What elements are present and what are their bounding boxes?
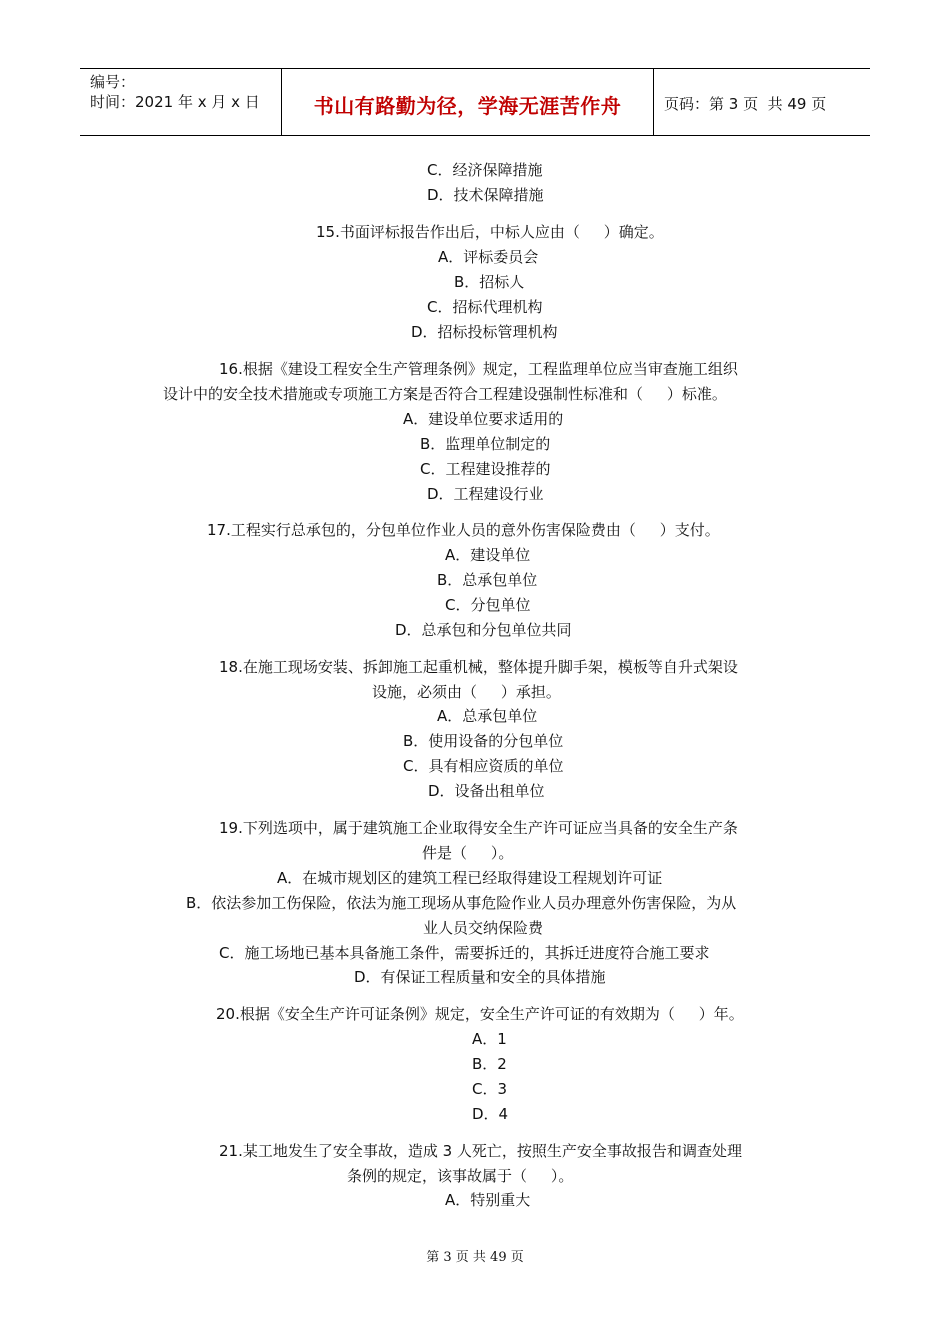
text-line: D．技术保障措施 <box>427 186 544 204</box>
document-number-label: 编号： <box>90 73 136 91</box>
text-line: D．工程建设行业 <box>427 485 544 503</box>
header-meta-cell <box>80 69 282 135</box>
text-line: 18.在施工现场安装、拆卸施工起重机械，整体提升脚手架，模板等自升式架设 <box>219 658 738 676</box>
text-line: C．工程建设推荐的 <box>420 460 551 478</box>
text-line: A．建设单位要求适用的 <box>403 410 564 428</box>
header-page-info: 页码：第 3 页 共 49 页 <box>664 94 827 113</box>
text-line: A．在城市规划区的建筑工程已经取得建设工程规划许可证 <box>277 869 663 887</box>
text-line: A．1 <box>472 1030 507 1048</box>
text-line: 19.下列选项中，属于建筑施工企业取得安全生产许可证应当具备的安全生产条 <box>219 819 738 837</box>
text-line: 业人员交纳保险费 <box>423 919 544 937</box>
text-line: 16.根据《建设工程安全生产管理条例》规定，工程监理单位应当审查施工组织 <box>219 360 738 378</box>
text-line: B．监理单位制定的 <box>420 435 551 453</box>
page-header-table <box>80 68 870 136</box>
text-line: 条例的规定，该事故属于（ ）。 <box>347 1167 574 1185</box>
page-footer: 第 3 页 共 49 页 <box>426 1250 524 1265</box>
text-line: D．有保证工程质量和安全的具体措施 <box>354 968 606 986</box>
text-line: 21.某工地发生了安全事故，造成 3 人死亡，按照生产安全事故报告和调查处理 <box>219 1142 742 1160</box>
text-line: 17.工程实行总承包的，分包单位作业人员的意外伤害保险费由（ ）支付。 <box>207 521 720 539</box>
header-motto: 书山有路勤为径，学海无涯苦作舟 <box>282 69 654 135</box>
text-line: A．建设单位 <box>445 546 531 564</box>
text-line: 15.书面评标报告作出后，中标人应由（ ）确定。 <box>316 223 664 241</box>
text-line: 件是（ ）。 <box>422 844 514 862</box>
text-line: C．招标代理机构 <box>427 298 543 316</box>
text-line: 20.根据《安全生产许可证条例》规定，安全生产许可证的有效期为（ ）年。 <box>216 1005 744 1023</box>
text-line: D．4 <box>472 1105 509 1123</box>
text-line: B．2 <box>472 1055 507 1073</box>
text-line: A．评标委员会 <box>438 248 539 266</box>
text-line: 设施，必须由（ ）承担。 <box>372 683 561 701</box>
document-time-label: 时间：2021 年 x 月 x 日 <box>90 93 260 111</box>
text-line: C．经济保障措施 <box>427 161 543 179</box>
text-line: B．招标人 <box>454 273 525 291</box>
header-page-info-cell <box>654 69 870 135</box>
text-line: C．分包单位 <box>445 596 531 614</box>
text-line: A．特别重大 <box>445 1191 531 1209</box>
text-line: D．招标投标管理机构 <box>411 323 558 341</box>
text-line: C．施工场地已基本具备施工条件，需要拆迁的，其拆迁进度符合施工要求 <box>219 944 710 962</box>
text-line: C．3 <box>472 1080 508 1098</box>
text-line: D．总承包和分包单位共同 <box>395 621 572 639</box>
text-line: B．总承包单位 <box>437 571 538 589</box>
text-line: A．总承包单位 <box>437 707 538 725</box>
text-line: B．依法参加工伤保险，依法为施工现场从事危险作业人员办理意外伤害保险，为从 <box>186 894 737 912</box>
text-line: B．使用设备的分包单位 <box>403 732 564 750</box>
text-line: C．具有相应资质的单位 <box>403 757 564 775</box>
text-line: 设计中的安全技术措施或专项施工方案是否符合工程建设强制性标准和（ ）标准。 <box>163 385 727 403</box>
text-line: D．设备出租单位 <box>428 782 545 800</box>
